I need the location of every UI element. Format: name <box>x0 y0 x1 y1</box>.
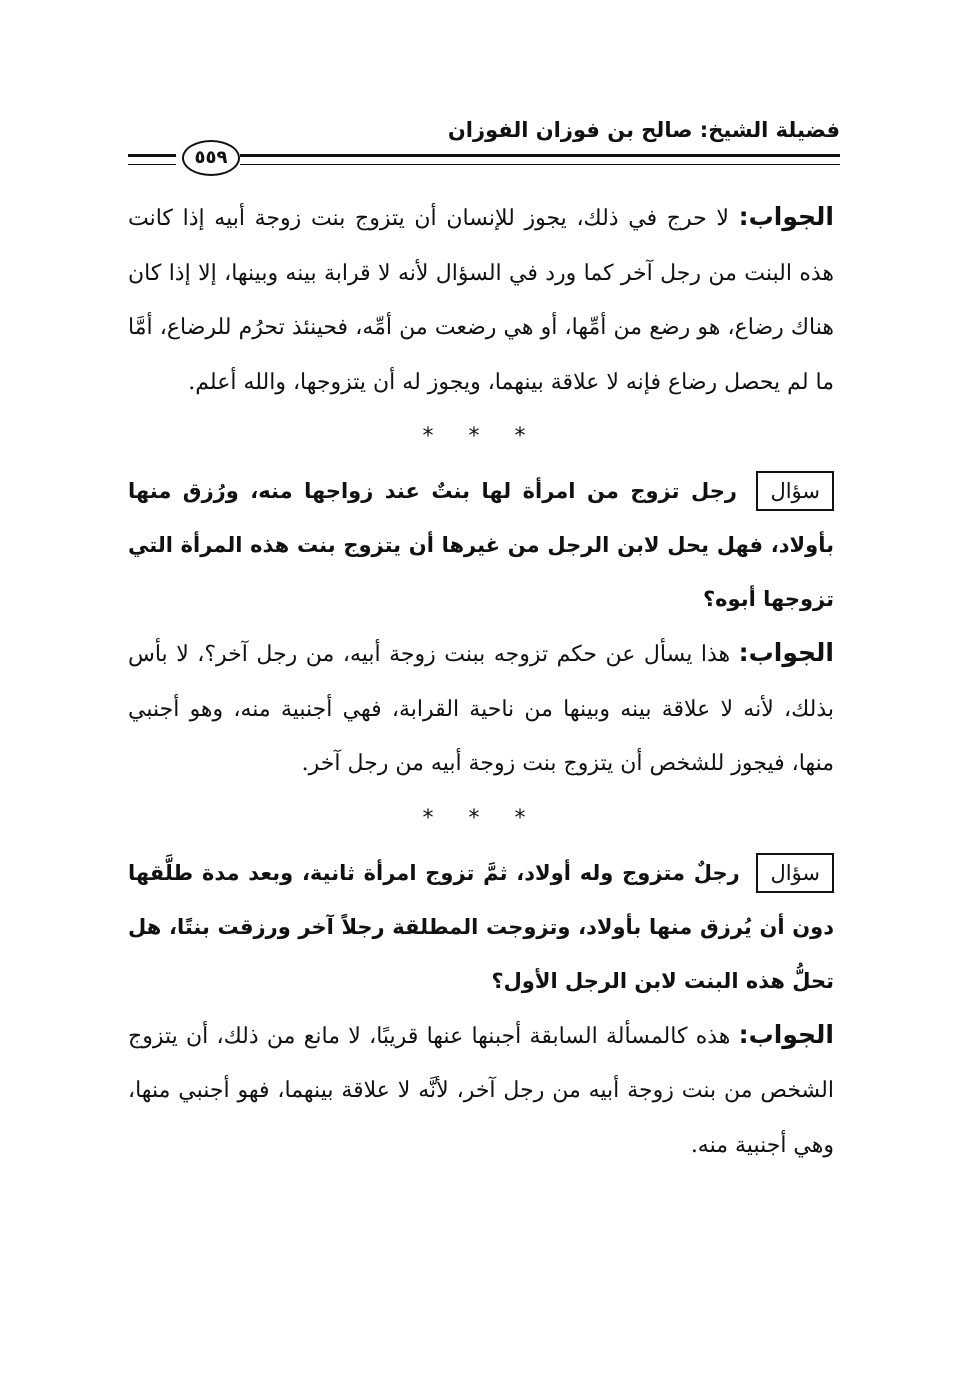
answer-paragraph <box>128 626 834 792</box>
answer-label: الجواب: <box>738 638 834 667</box>
answer-text: لا حرج في ذلك، يجوز للإنسان أن يتزوج بنت زوجة أبيه إذا كانت هذه البنت من رجل آخر كما ورد في السؤال لأنه لا قرابة بينه وبينها، إلا إذا كان هناك رضاع، هو رضع من أمِّها، أو هي رضعت من أمِّه، فحينئذ تحرُم للرضاع، أمَّا ما لم يحصل رضاع فإنه لا علاقة بينهما، ويجوز له أن يتزوجها، والله أعلم. <box>128 206 834 395</box>
running-header <box>128 112 840 176</box>
question-text: رجلٌ متزوج وله أولاد، ثمَّ تزوج امرأة ثانية، وبعد مدة طلَّقها دون أن يُرزق منها بأولاد، وتزوجت المطلقة رجلاً آخر ورزقت بنتًا، هل تحلُّ هذه البنت لابن الرجل الأول؟ <box>128 860 834 993</box>
answer-text: هذا يسأل عن حكم تزوجه ببنت زوجة أبيه، من رجل آخر؟، لا بأس بذلك، لأنه لا علاقة بينه وبينها من ناحية القرابة، فهي أجنبية منه، وهو أجنبي منها، فيجوز للشخص أن يتزوج بنت زوجة أبيه من رجل آخر. <box>128 642 834 776</box>
page-content <box>128 190 834 1173</box>
answer-paragraph <box>128 190 834 410</box>
section-separator: * * * <box>422 805 540 831</box>
answer-text: هذه كالمسألة السابقة أجبنها عنها قريبًا، لا مانع من ذلك، أن يتزوج الشخص من بنت زوجة أبيه من رجل آخر، لأنَّه لا علاقة بينهما، فهو أجنبي منها، وهي أجنبية منه. <box>128 1023 834 1158</box>
section-separator: * * * <box>422 424 540 449</box>
answer-label: الجواب: <box>738 202 834 231</box>
answer-paragraph <box>128 1008 834 1174</box>
header-rule <box>240 154 840 165</box>
header-rule-short <box>128 154 176 165</box>
header-title: فضيلة الشيخ: صالح بن فوزان الفوزان <box>447 118 840 142</box>
question-label-box: سؤال <box>756 471 834 511</box>
question-paragraph <box>128 846 834 1008</box>
question-paragraph <box>128 464 834 626</box>
page-number: ٥٥٩ <box>182 140 240 176</box>
answer-label: الجواب: <box>738 1019 834 1049</box>
question-text: رجل تزوج من امرأة لها بنتٌ عند زواجها منه، ورُزق منها بأولاد، فهل يحل لابن الرجل من غيرها أن يتزوج بنت هذه المرأة التي تزوجها أبوه؟ <box>128 479 834 611</box>
question-label-box: سؤال <box>756 853 834 893</box>
